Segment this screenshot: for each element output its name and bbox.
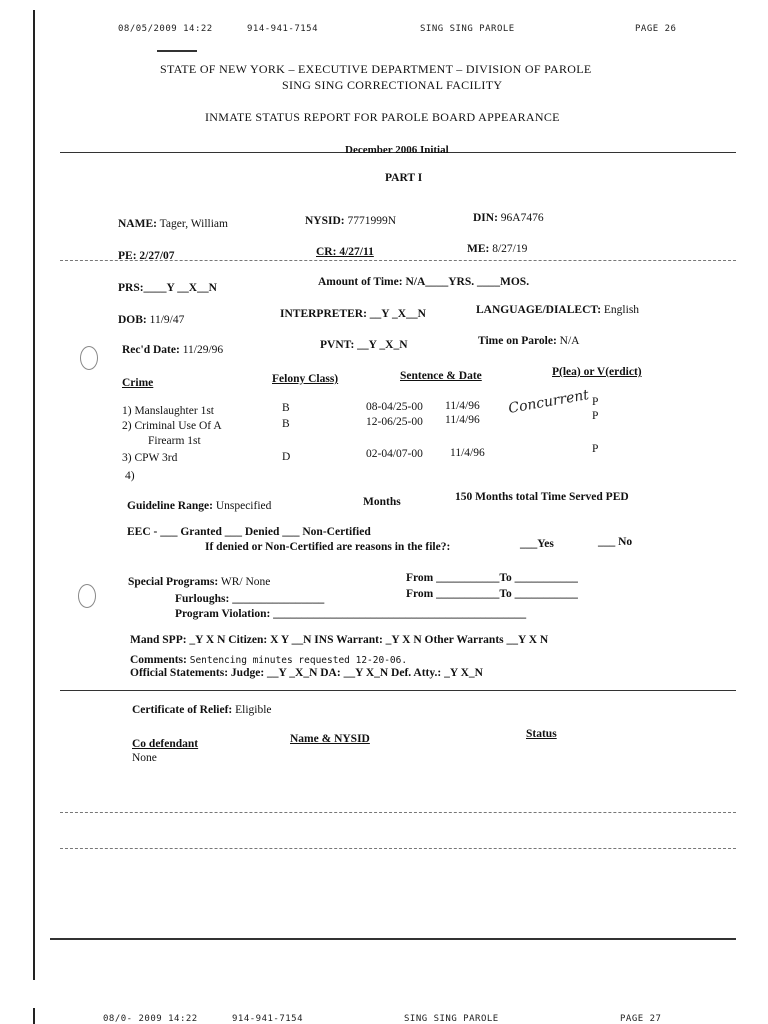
name-field [118, 218, 228, 230]
time-served: 150 Months total Time Served PED [455, 491, 629, 503]
din-label: DIN: [473, 212, 498, 224]
fax-footer-sender: SING SING PAROLE [404, 1014, 499, 1024]
plea-row-3: P [592, 443, 599, 455]
time-on-parole-field [478, 335, 579, 347]
punch-hole [80, 346, 98, 370]
crime-cell: 1) Manslaughter 1st [122, 405, 214, 417]
certificate-of-relief-field [132, 704, 272, 716]
recd-label: Rec'd Date: [122, 344, 180, 356]
crime-row-1 [122, 405, 214, 417]
sentence-date-header: Sentence & Date [400, 370, 482, 382]
amount-value: N/A____YRS. ____MOS. [405, 276, 530, 288]
sentence-row-1: 08-04/25-00 [366, 401, 423, 413]
prs-field: PRS:____Y __X__N [118, 282, 217, 294]
parole-label: Time on Parole: [478, 335, 557, 347]
crime-row-3: 3) CPW 3rd [122, 452, 178, 464]
program-violation-field: Program Violation: ____________________________________________ [175, 608, 527, 620]
plea-verdict-header: P(lea) or V(erdict) [552, 366, 642, 378]
nysid-label: NYSID: [305, 215, 345, 227]
codefendant-value: None [132, 752, 157, 764]
dob-value: 11/9/47 [149, 314, 185, 326]
handwritten-note: Concurrent [507, 387, 591, 417]
guideline-field [127, 500, 271, 512]
din-value: 96A7476 [500, 212, 544, 224]
amount-of-time-field [318, 276, 529, 288]
din-field [473, 212, 544, 224]
class-row-1: B [282, 402, 290, 414]
name-nysid-header: Name & NYSID [290, 733, 370, 745]
furloughs-from: From ___________To ___________ [406, 588, 578, 600]
fax-phone: 914-941-7154 [247, 24, 319, 34]
nysid-field [305, 215, 396, 227]
guideline-value: Unspecified [215, 500, 272, 512]
me-value: 8/27/19 [492, 243, 528, 255]
pvnt-label: PVNT: [320, 339, 355, 351]
part-heading: PART I [385, 172, 423, 184]
dob-label: DOB: [118, 314, 147, 326]
crime-row-2-cont: Firearm 1st [148, 435, 201, 447]
pvnt-field [320, 339, 408, 351]
eec-question: If denied or Non-Certified are reasons in the file?: [205, 541, 451, 553]
relief-value: Eligible [235, 704, 272, 716]
lower-rule-2 [60, 848, 736, 849]
name-label: NAME: [118, 218, 157, 230]
pvnt-value: __Y _X_N [357, 339, 408, 351]
me-label: ME: [467, 243, 490, 255]
crime-header: Crime [122, 377, 154, 389]
fax-sender: SING SING PAROLE [420, 24, 515, 34]
language-value: English [603, 304, 640, 316]
lower-rule-1 [60, 812, 736, 813]
punch-hole [78, 584, 96, 608]
comments-field [130, 654, 407, 666]
special-programs-from: From ___________To ___________ [406, 572, 578, 584]
parole-value: N/A [559, 335, 580, 347]
codefendant-header: Co defendant [132, 738, 199, 750]
relief-label: Certificate of Relief: [132, 704, 233, 716]
comments-label: Comments: [130, 654, 187, 666]
felony-class-header: Felony Class) [272, 373, 339, 385]
handwritten-stroke [157, 50, 197, 52]
class-row-3: D [282, 451, 291, 463]
sentence-row-3: 02-04/07-00 [366, 448, 423, 460]
class-row-2: B [282, 418, 290, 430]
date-row-2: 11/4/96 [445, 414, 480, 426]
special-programs-field [128, 576, 270, 588]
fax-datetime: 08/05/2009 14:22 [118, 24, 213, 34]
fax-footer-phone: 914-941-7154 [232, 1014, 304, 1024]
mand-spp-line: Mand SPP: _Y X N Citizen: X Y __N INS Warrant: _Y X N Other Warrants __Y X N [130, 634, 549, 646]
official-statements-line: Official Statements: Judge: __Y _X_N DA: __Y X_N Def. Atty.: _Y X_N [130, 667, 483, 679]
recd-date-field [122, 344, 223, 356]
language-field [476, 304, 639, 316]
interpreter-field [280, 308, 426, 320]
language-label: LANGUAGE/DIALECT: [476, 304, 602, 316]
pe-field: PE: 2/27/07 [118, 250, 175, 262]
eec-no: ___ No [598, 536, 633, 548]
cr-field: CR: 4/27/11 [316, 246, 374, 258]
report-title: INMATE STATUS REPORT FOR PAROLE BOARD APPEARANCE [205, 110, 560, 124]
guideline-months: Months [363, 496, 401, 508]
date-line: December 2006 Initial [345, 144, 449, 156]
letterhead-line2: SING SING CORRECTIONAL FACILITY [282, 78, 503, 92]
sentence-row-2: 12-06/25-00 [366, 416, 423, 428]
bottom-rule [50, 938, 736, 940]
nysid-value: 7771999N [347, 215, 397, 227]
furloughs-field: Furloughs: ________________ [175, 593, 325, 605]
plea-row-1: P [592, 396, 599, 408]
fax-page: PAGE 26 [635, 24, 677, 34]
fax-footer-page: PAGE 27 [620, 1014, 662, 1024]
status-header: Status [526, 728, 557, 740]
eec-options: EEC - ___ Granted ___ Denied ___ Non-Certified [127, 526, 371, 538]
amount-label: Amount of Time: [318, 276, 403, 288]
interpreter-label: INTERPRETER: [280, 308, 367, 320]
recd-value: 11/29/96 [182, 344, 224, 356]
guideline-label: Guideline Range: [127, 500, 213, 512]
date-row-1: 11/4/96 [445, 400, 480, 412]
special-programs-value: WR/ None [220, 576, 271, 588]
fax-footer-datetime: 08/0- 2009 14:22 [103, 1014, 198, 1024]
crime-row-2: 2) Criminal Use Of A [122, 420, 222, 432]
special-programs-label: Special Programs: [128, 576, 219, 588]
date-row-3: 11/4/96 [450, 447, 485, 459]
name-value: Tager, William [159, 218, 228, 230]
section-rule [60, 690, 736, 691]
letterhead-line1: STATE OF NEW YORK – EXECUTIVE DEPARTMENT – DIVISION OF PAROLE [160, 62, 592, 76]
page-left-edge-next [33, 1008, 35, 1024]
plea-row-2: P [592, 410, 599, 422]
dob-field [118, 314, 184, 326]
interpreter-value: __Y _X__N [369, 308, 426, 320]
comments-value: Sentencing minutes requested 12-20-06. [189, 655, 408, 666]
page-left-edge [33, 10, 35, 980]
crime-row-4: 4) [125, 470, 135, 482]
me-field [467, 243, 527, 255]
eec-yes: ___Yes [520, 538, 554, 550]
